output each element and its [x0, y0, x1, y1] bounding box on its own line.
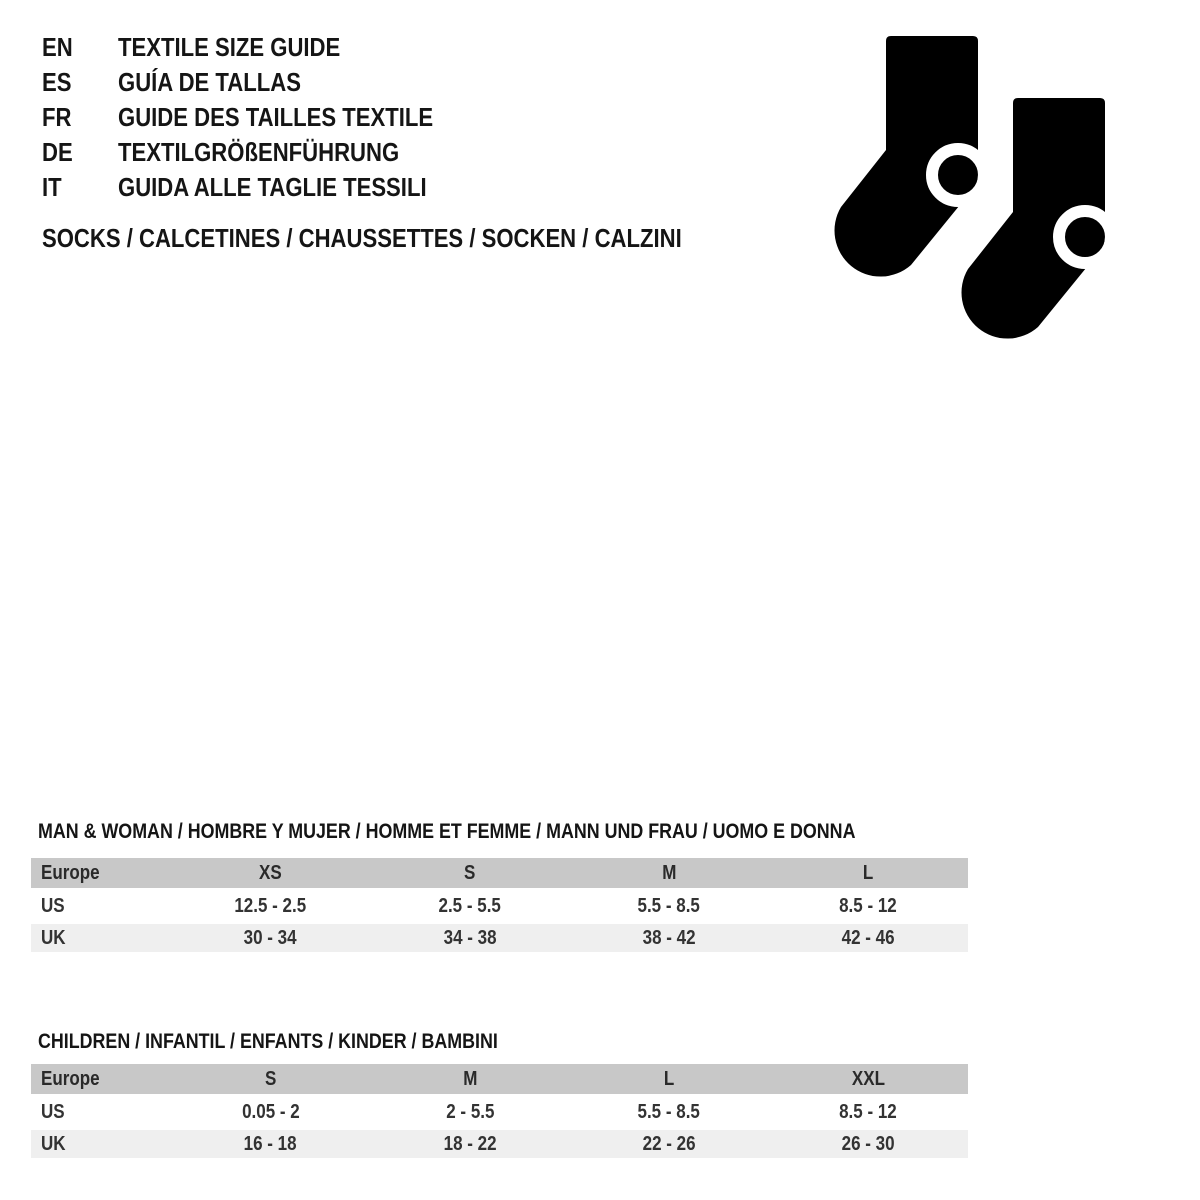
table-title-text: CHILDREN / INFANTIL / ENFANTS / KINDER / BAMBINI: [38, 1030, 498, 1053]
guide-title-de: TEXTILGRÖßENFÜHRUNG: [118, 137, 400, 167]
header-text: S: [464, 861, 476, 884]
size-table-man-woman: [31, 820, 968, 952]
size-value-cell: [570, 895, 769, 918]
language-row-fr: [42, 100, 489, 135]
table-header-row: [31, 1064, 968, 1094]
size-table-children: [31, 1030, 968, 1158]
language-code: [42, 30, 118, 65]
size-value: 22 - 26: [642, 1132, 696, 1155]
size-value: 30 - 34: [244, 926, 298, 949]
size-value: 2.5 - 5.5: [438, 894, 502, 917]
language-row-es: [42, 65, 489, 100]
header-text: Europe: [41, 861, 100, 884]
size-value-cell: [370, 927, 569, 950]
language-code: [42, 135, 118, 170]
header-text: XS: [259, 861, 282, 884]
socks-icon: [818, 36, 1120, 353]
size-value: 18 - 22: [443, 1132, 497, 1155]
table-title-man-woman: [31, 820, 968, 846]
size-value: 2 - 5.5: [445, 1100, 494, 1123]
table-title-children: [31, 1030, 968, 1056]
header-text: L: [863, 861, 874, 884]
size-value-cell: [570, 927, 769, 950]
size-value: 26 - 30: [841, 1132, 895, 1155]
language-code-text: DE: [42, 137, 73, 167]
size-value: 8.5 - 12: [839, 1100, 898, 1123]
language-row-it: [42, 170, 489, 205]
header-cell-l: [769, 862, 968, 885]
size-value: 12.5 - 2.5: [234, 894, 307, 917]
guide-title-fr: GUIDE DES TAILLES TEXTILE: [118, 102, 434, 132]
size-grid: [31, 858, 968, 952]
sock-right-icon: [962, 98, 1111, 339]
size-value-cell: [769, 1101, 968, 1124]
size-grid: [31, 1064, 968, 1158]
header-text: Europe: [41, 1067, 100, 1090]
size-value-cell: [370, 895, 569, 918]
header-cell-l: [570, 1068, 769, 1091]
header-text: S: [264, 1067, 277, 1090]
row-label-cell: [31, 927, 171, 950]
size-value-cell: [370, 1101, 569, 1124]
size-value-cell: [769, 927, 968, 950]
guide-title-it: GUIDA ALLE TAGLIE TESSILI: [118, 172, 427, 202]
header-cell-xs: [171, 862, 370, 885]
size-value-cell: [769, 895, 968, 918]
language-code-text: IT: [42, 172, 62, 202]
header-text: XXL: [851, 1067, 885, 1090]
language-row-en: [42, 30, 489, 65]
language-code-text: ES: [42, 67, 72, 97]
size-value-cell: [769, 1133, 968, 1156]
size-value: 5.5 - 8.5: [637, 1100, 701, 1123]
row-label-text: UK: [41, 926, 66, 949]
guide-title-en: TEXTILE SIZE GUIDE: [118, 32, 341, 62]
size-value-cell: [171, 895, 370, 918]
sock-left-icon: [835, 36, 984, 277]
size-value: 0.05 - 2: [241, 1100, 300, 1123]
size-value-cell: [570, 1101, 769, 1124]
header-cell-europe: [31, 862, 171, 885]
row-label-cell: [31, 1133, 171, 1156]
row-label-text: UK: [41, 1132, 66, 1155]
language-code: [42, 170, 118, 205]
size-value: 42 - 46: [841, 926, 895, 949]
size-value: 34 - 38: [443, 926, 497, 949]
table-row-uk: [31, 924, 968, 952]
size-value-cell: [171, 1133, 370, 1156]
language-row-de: [42, 135, 489, 170]
row-label-text: US: [41, 1100, 65, 1123]
table-title-text: MAN & WOMAN / HOMBRE Y MUJER / HOMME ET FEMME / MANN UND FRAU / UOMO E DONNA: [38, 820, 856, 843]
header-cell-m: [570, 862, 769, 885]
header-cell-xxl: [769, 1068, 968, 1091]
language-code: [42, 65, 118, 100]
size-value-cell: [171, 1101, 370, 1124]
row-label-cell: [31, 1101, 171, 1124]
table-row-uk: [31, 1130, 968, 1158]
size-value: 38 - 42: [642, 926, 696, 949]
language-code: [42, 100, 118, 135]
product-category-heading-text: SOCKS / CALCETINES / CHAUSSETTES / SOCKEN / CALZINI: [42, 223, 682, 253]
language-title-list: [42, 30, 489, 205]
size-value: 8.5 - 12: [839, 894, 898, 917]
size-value-cell: [570, 1133, 769, 1156]
header-text: L: [663, 1067, 675, 1090]
header-cell-s: [370, 862, 569, 885]
guide-title-es: GUÍA DE TALLAS: [118, 67, 301, 97]
header-text: M: [662, 861, 677, 884]
row-label-cell: [31, 895, 171, 918]
language-code-text: EN: [42, 32, 73, 62]
header-cell-europe: [31, 1068, 171, 1091]
row-label-text: US: [41, 894, 65, 917]
table-row-us: [31, 1096, 968, 1128]
header-text: M: [462, 1067, 477, 1090]
language-code-text: FR: [42, 102, 72, 132]
product-category-heading: [42, 224, 795, 252]
header-cell-m: [370, 1068, 569, 1091]
size-value-cell: [171, 927, 370, 950]
table-header-row: [31, 858, 968, 888]
table-row-us: [31, 890, 968, 922]
size-value: 5.5 - 8.5: [637, 894, 701, 917]
size-value: 16 - 18: [244, 1132, 298, 1155]
size-value-cell: [370, 1133, 569, 1156]
header-cell-s: [171, 1068, 370, 1091]
